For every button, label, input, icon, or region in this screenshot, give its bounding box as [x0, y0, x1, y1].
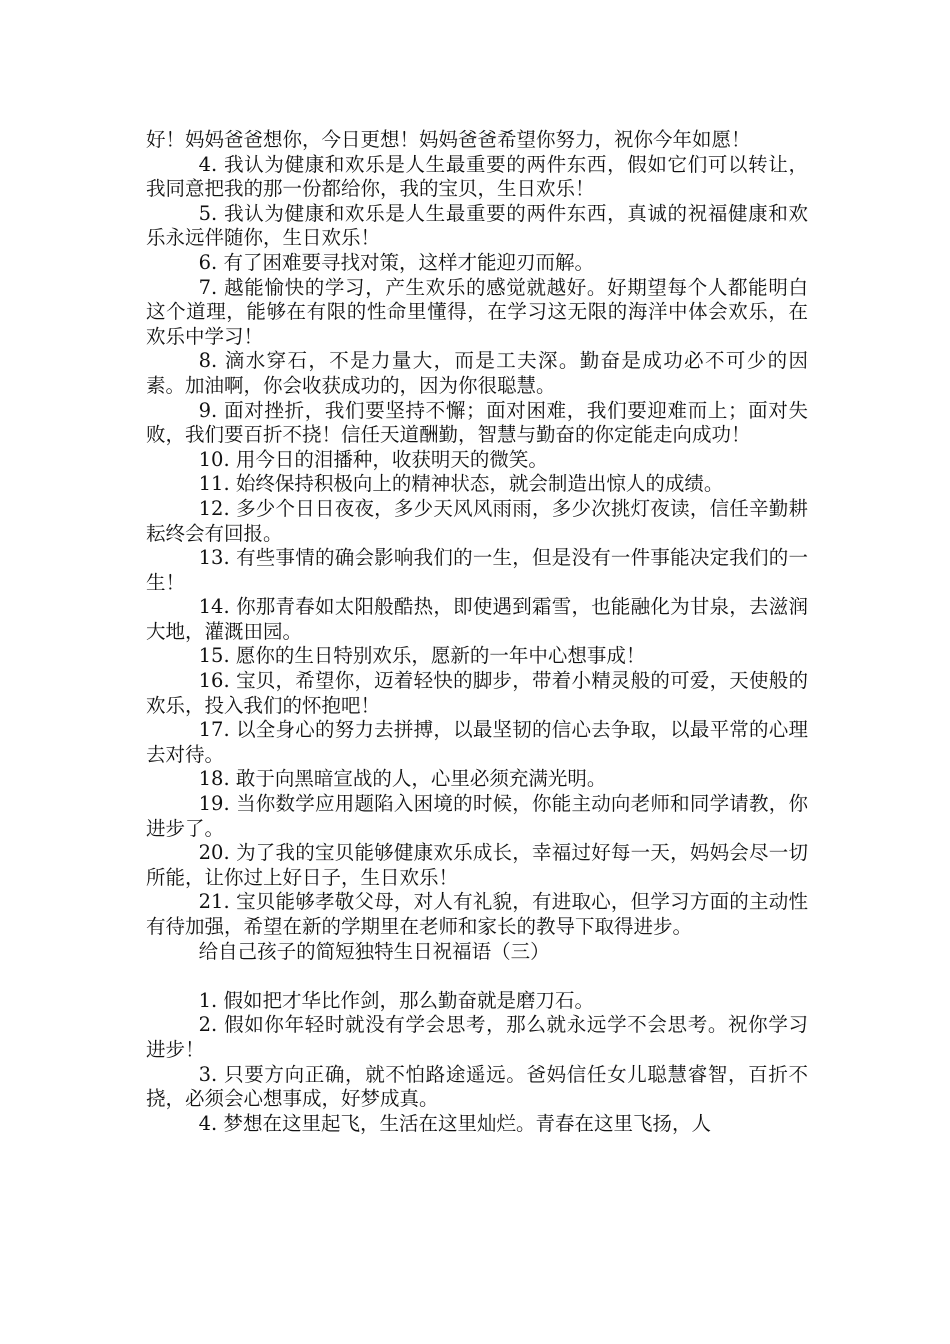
list-item: 2. 假如你年轻时就没有学会思考，那么就永远学不会思考。祝你学习进步！: [146, 1013, 808, 1061]
list-item: 19. 当你数学应用题陷入困境的时候，你能主动向老师和同学请教，你进步了。: [146, 792, 808, 840]
list-item: 14. 你那青春如太阳般酷热，即使遇到霜雪，也能融化为甘泉，去滋润大地，灌溉田园。: [146, 595, 808, 643]
list-item: 21. 宝贝能够孝敬父母，对人有礼貌，有进取心，但学习方面的主动性有待加强，希望在新的学期里在老师和家长的教导下取得进步。: [146, 890, 808, 938]
list-item: 1. 假如把才华比作剑，那么勤奋就是磨刀石。: [198, 988, 594, 1012]
list-item: 3. 只要方向正确，就不怕路途遥远。爸妈信任女儿聪慧睿智，百折不挠，必须会心想事成，好梦成真。: [146, 1062, 808, 1111]
list-item: 6. 有了困难要寻找对策，这样才能迎刃而解。: [198, 250, 594, 274]
list-item: 18. 敢于向黑暗宣战的人，心里必须充满光明。: [198, 767, 607, 791]
list-item: 20. 为了我的宝贝能够健康欢乐成长，幸福过好每一天，妈妈会尽一切所能，让你过上好日子，生日欢乐！: [146, 841, 808, 889]
list-item: 12. 多少个日日夜夜，多少天风风雨雨，多少次挑灯夜读，信任辛勤耕耘终会有回报。: [146, 496, 808, 545]
list-item: 8. 滴水穿石，不是力量大，而是工夫深。勤奋是成功必不可少的因素。加油啊，你会收获成功的，因为你很聪慧。: [146, 349, 808, 397]
list-item: 9. 面对挫折，我们要坚持不懈；面对困难，我们要迎难而上；面对失败，我们要百折不挠！信任天道酬勤，智慧与勤奋的你定能走向成功！: [146, 398, 808, 447]
document-body: [146, 128, 808, 1136]
blank-line: [146, 964, 808, 989]
list-item: 17. 以全身心的努力去拼搏，以最坚韧的信心去争取，以最平常的心理去对待。: [146, 718, 808, 766]
list-item: 4. 我认为健康和欢乐是人生最重要的两件东西，假如它们可以转让，我同意把我的那一份都给你，我的宝贝，生日欢乐！: [146, 152, 808, 201]
list-item: 4. 梦想在这里起飞，生活在这里灿烂。青春在这里飞扬，人: [198, 1111, 711, 1135]
list-item: 11. 始终保持积极向上的精神状态，就会制造出惊人的成绩。: [198, 472, 724, 496]
continued-paragraph: 好！妈妈爸爸想你，今日更想！妈妈爸爸希望你努力，祝你今年如愿！: [146, 128, 751, 151]
list-item: 7. 越能愉快的学习，产生欢乐的感觉就越好。好期望每个人都能明白这个道理，能够在有限的性命里懂得，在学习这无限的海洋中体会欢乐，在欢乐中学习！: [146, 275, 808, 348]
list-item: 5. 我认为健康和欢乐是人生最重要的两件东西，真诚的祝福健康和欢乐永远伴随你，生日欢乐！: [146, 201, 808, 250]
list-item: 10. 用今日的泪播种，收获明天的微笑。: [198, 447, 548, 471]
list-item: 15. 愿你的生日特别欢乐，愿新的一年中心想事成！: [198, 644, 646, 668]
list-item: 16. 宝贝，希望你，迈着轻快的脚步，带着小精灵般的可爱，天使般的欢乐，投入我们的怀抱吧！: [146, 669, 808, 717]
section-heading: 给自己孩子的简短独特生日祝福语（三）: [198, 939, 550, 963]
list-item: 13. 有些事情的确会影响我们的一生，但是没有一件事能决定我们的一生！: [146, 546, 808, 594]
